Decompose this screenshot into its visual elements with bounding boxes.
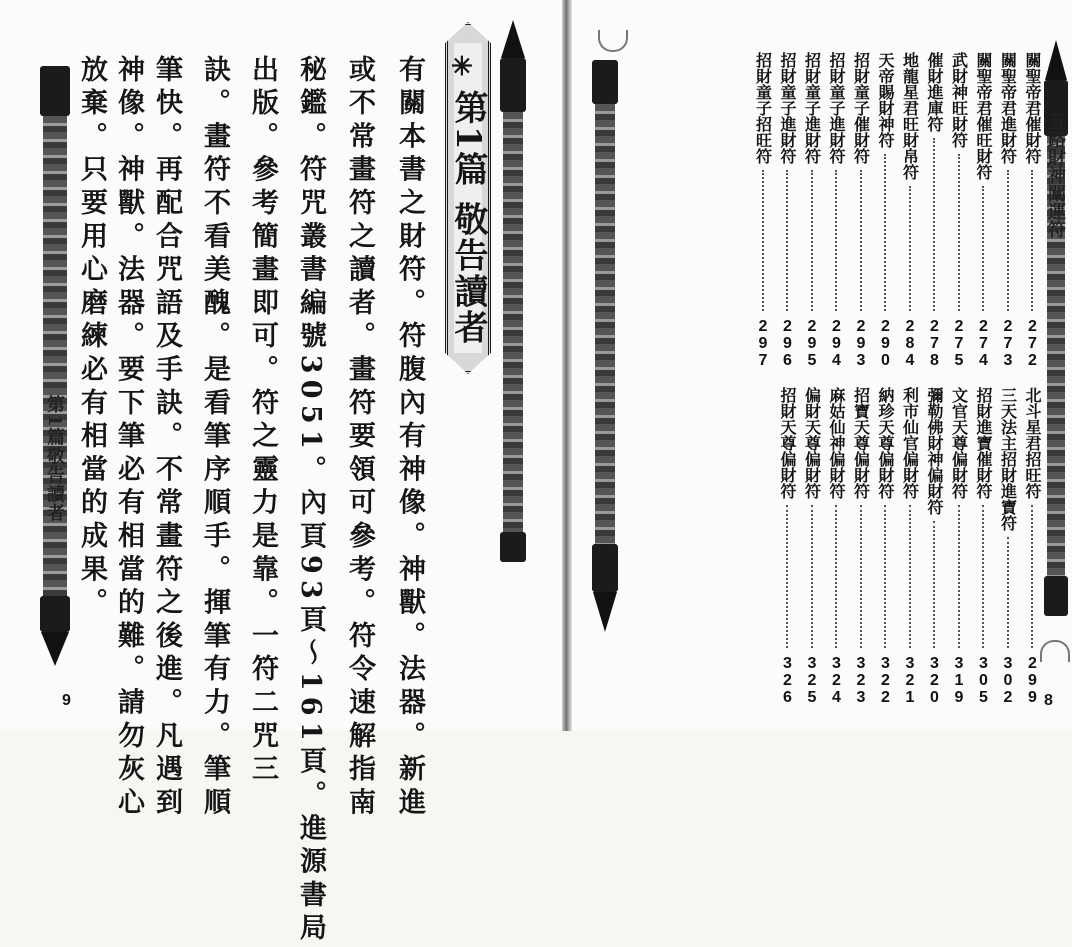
hanging-ornament-icon bbox=[1040, 640, 1070, 662]
toc-entry-title: 招財童子進財符 bbox=[827, 52, 846, 164]
toc-leader-dots bbox=[835, 505, 839, 648]
side-label-title: 敬告讀者 bbox=[44, 446, 65, 523]
toc-entry-page: 323 bbox=[852, 655, 870, 706]
toc-leader-dots bbox=[1031, 170, 1035, 311]
toc-leader-dots bbox=[884, 505, 888, 648]
toc-entry-title: 招財進寶催財符 bbox=[974, 387, 993, 499]
toc-entry-title: 天帝賜財神符 bbox=[876, 52, 895, 148]
toc-leader-dots bbox=[860, 170, 864, 311]
toc-leader-dots bbox=[1007, 170, 1011, 311]
toc-entry-page: 274 bbox=[975, 318, 992, 369]
toc-entry-title: 文官天尊偏財符 bbox=[949, 387, 969, 499]
asterisk-ornament-icon: ✳ bbox=[451, 52, 473, 82]
toc-entry-page: 295 bbox=[803, 318, 821, 369]
toc-entry-page: 321 bbox=[901, 655, 919, 706]
toc-leader-dots bbox=[933, 138, 937, 311]
toc-entry-page: 305 bbox=[975, 655, 992, 706]
toc-entry-title: 麻姑仙神偏財符 bbox=[827, 387, 846, 499]
toc-leader-dots bbox=[884, 154, 888, 311]
toc-entry-title: 利市仙官偏財符 bbox=[900, 387, 920, 499]
toc-leader-dots bbox=[958, 505, 962, 648]
toc-entry-page: 320 bbox=[926, 655, 943, 706]
toc-entry-title: 彌勒佛財神偏財符 bbox=[925, 387, 944, 515]
toc-entry-page: 319 bbox=[950, 655, 968, 706]
toc-leader-dots bbox=[909, 505, 913, 648]
toc-leader-dots bbox=[933, 521, 937, 648]
body-line-7: 神像。神獸。法器。要下筆必有相當的難。請勿灰心 bbox=[113, 55, 144, 821]
toc-entry-page: 299 bbox=[1024, 655, 1041, 706]
toc-entry-page: 293 bbox=[852, 318, 870, 369]
toc-entry-page: 325 bbox=[803, 655, 821, 706]
toc-entry-title: 招財童子進財符 bbox=[802, 52, 822, 164]
page-number-right: 8 bbox=[1044, 692, 1053, 709]
toc-leader-dots bbox=[835, 170, 839, 311]
toc-entry-page: 302 bbox=[999, 655, 1017, 706]
toc-leader-dots bbox=[982, 186, 986, 311]
toc-leader-dots bbox=[786, 170, 790, 311]
toc-entry-page: 326 bbox=[779, 655, 796, 706]
toc-leader-dots bbox=[1007, 537, 1011, 648]
toc-entry-page: 322 bbox=[877, 655, 894, 706]
book-spine bbox=[562, 0, 572, 731]
toc-leader-dots bbox=[786, 505, 790, 648]
toc-entry-title: 招財童子催財符 bbox=[851, 52, 871, 164]
toc-entry-page: 297 bbox=[754, 318, 772, 369]
toc-entry-page: 278 bbox=[926, 318, 943, 369]
body-line-3: 秘鑑。符咒叢書編號3051。內頁93頁〜161頁。進源書局 bbox=[295, 55, 326, 947]
body-line-1: 有關本書之財符。符腹內有神像。神獸。法器。新進 bbox=[394, 55, 425, 821]
toc-leader-dots bbox=[1031, 505, 1035, 648]
toc-entry-title: 招財童子招旺符 bbox=[753, 52, 773, 164]
body-line-8: 放棄。只要用心磨練必有相當的成果。 bbox=[76, 55, 107, 622]
toc-entry-title: 三天法主招財進寶符 bbox=[998, 387, 1018, 531]
toc-leader-dots bbox=[982, 505, 986, 648]
toc-entry-title: 武財神旺財符 bbox=[949, 52, 969, 148]
body-line-5: 訣。畫符不看美醜。是看筆序順手。揮筆有力。筆順 bbox=[199, 55, 230, 821]
toc-leader-dots bbox=[762, 170, 766, 311]
brush-icon bbox=[500, 20, 526, 580]
toc-entry-page: 275 bbox=[950, 318, 968, 369]
body-line-6: 筆快。再配合咒語及手訣。不常畫符之後進。凡遇到 bbox=[151, 55, 182, 821]
toc-entry-title: 關聖帝君催財符 bbox=[1023, 52, 1042, 164]
toc-entry-page: 273 bbox=[999, 318, 1017, 369]
page-number-left: 9 bbox=[62, 692, 71, 709]
toc-entry-title: 招財天尊偏財符 bbox=[778, 387, 797, 499]
toc-entry-title: 納珍天尊偏財符 bbox=[876, 387, 895, 499]
side-label bbox=[42, 395, 66, 523]
toc-entry-title: 關聖帝君催旺財符 bbox=[974, 52, 993, 180]
toc-entry-title: 北斗星君招旺符 bbox=[1023, 387, 1042, 499]
toc-entry-page: 272 bbox=[1024, 318, 1041, 369]
brush-icon bbox=[40, 66, 70, 666]
toc-entry-page: 290 bbox=[877, 318, 894, 369]
toc-entry-page: 324 bbox=[828, 655, 845, 706]
toc-entry-title: 招寶天尊偏財符 bbox=[851, 387, 871, 499]
toc-entry-page: 294 bbox=[828, 318, 845, 369]
toc-entry-title: 地龍星君旺財帛符 bbox=[900, 52, 920, 180]
running-head: 五路財神闡運符 bbox=[1045, 112, 1066, 238]
toc-leader-dots bbox=[909, 186, 913, 311]
toc-leader-dots bbox=[811, 170, 815, 311]
toc-leader-dots bbox=[811, 505, 815, 648]
toc-entry-title: 催財進庫符 bbox=[925, 52, 944, 132]
toc-entry-title: 偏財天尊偏財符 bbox=[802, 387, 822, 499]
toc-leader-dots bbox=[860, 505, 864, 648]
body-line-2: 或不常畫符之讀者。畫符要領可參考。符令速解指南 bbox=[344, 55, 375, 821]
body-line-4: 出版。參考簡畫即可。符之靈力是靠。一符二咒三 bbox=[247, 55, 278, 788]
toc-entry-title: 招財童子進財符 bbox=[778, 52, 797, 164]
toc-entry-title: 關聖帝君進財符 bbox=[998, 52, 1018, 164]
brush-icon bbox=[592, 60, 618, 660]
side-label-chapter: 第1篇 bbox=[44, 395, 65, 447]
toc-entry-page: 296 bbox=[779, 318, 796, 369]
toc-entry-page: 284 bbox=[901, 318, 919, 369]
chapter-title: 第1篇 敬告讀者 bbox=[448, 90, 488, 346]
toc-leader-dots bbox=[958, 154, 962, 311]
